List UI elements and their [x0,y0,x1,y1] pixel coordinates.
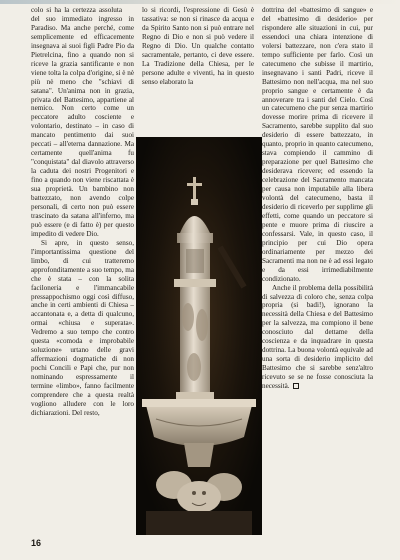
basin-rim [142,399,256,407]
paragraph: lo si ricordi, l'espressione di Gesù è tassativa: se non si rinasce da acqua e da Spirito Santo non si può entrare nel Regno di Dio e non si può vedere il Regno di Dio. Un qualche contatto sacramentale, pertanto, ci deve essere. La Tradizione della Chiesa, per le persone adulte e viventi, ha in questo senso elaborato la [142,6,254,86]
paragraph: dottrina del «battesimo di sangue» e del «battesimo di desiderio» per rispondere alle situazioni in cui, pur essendoci una chiara intenzione di volersi battezzare, non c'era stato il tempo sufficiente per farlo. Così un catecumeno che subisse il martirio, insegnavano i santi Padri, riceve il Battesimo non nell'acqua, ma nel suo proprio sangue e certamente è da annoverare tra i santi del Cielo. Così un catecumeno che pur senza martirio dovesse morire prima di ricevere il Sacramento, sarebbe supplito dal suo desiderio di essere battezzato, in quanto, proprio in quanto catecumeno, stava compiendo il cammino di preparazione per quel Battesimo che desiderava ricevere; ed essendo la celebrazione del Sacramento mancata per causa non imputabile alla libera volontà del catecumeno, basta il desiderio di riceverlo per supplirne gli effetti, come quando un peccatore si pente e muore prima di riuscire a confessarsi. Vale, in questo caso, il principio per cui Dio opera ordinariamente per mezzo dei Sacramenti ma non ne è ad essi legato e da essi irrimediabilmente condizionato. [262,6,373,283]
baptismal-font-photo [136,137,262,535]
font-cornice [177,233,213,243]
text-column-right [262,6,373,534]
baptismal-font-illustration [136,137,262,535]
paragraph: colo si ha la certezza assoluta del suo immediato ingresso in Paradiso. Ma anche perché, come semplicemente ed efficacemente insegnava ai suoi figli Padre Pio da Pietrelcina, fino a quando non si riceve la grazia santificante e non viene tolta la colpa d'origine, si è nè più nè meno che "schiavi di satana". Un'anima non in grazia, privata del Battesimo, appartiene al nemico. Non certo come un peccatore adulto cosciente e volontario, destinato – in caso di mancato pentimento dai suoi peccati – all'eterna dannazione. Ma certamente quell'anima fu "conquistata" dal diavolo attraverso la caduta dei nostri Progenitori e fino a quando non viene riscattata è sua proprietà. Un bambino non battezzato, non avendo colpe personali, di certo non può essere trascinato da satana all'inferno, ma può essere (e di fatto è) per questo impedito di vedere Dio. [31,6,134,238]
font-stem [184,443,214,467]
page-number: 16 [31,538,42,548]
text-column-middle [142,6,254,134]
paragraph [262,284,373,391]
paragraph: Si apre, in questo senso, l'importantissima questione del limbo, di cui tratteremo approfonditamente a suo tempo, ma che è stata – con la solita faciloneria e l'immancabile pressappochismo oggi così diffuso, anche in certi ambienti di Chiesa – accantonata e, a detta di qualcuno, ormai «chiusa e superata». Vedremo a suo tempo che contro questa «comoda e improbabile soluzione» urtano delle gravi affermazioni dogmatiche di non pochi Concili e Papi che, pur non nominando espressamente il termine «limbo», fanno facilmente comprendere che a questa realtà vogliono alludere con le loro dichiarazioni. Del resto, [31,238,134,417]
floor [146,511,252,535]
text-column-left [31,6,134,534]
paragraph-text: Anche il problema della possibilità di salvezza di coloro che, senza colpa propria (si badi!), ignorano la necessità della Chiesa e del Battesimo per la salvezza, ma compiono il bene conosciuto dal dettame della coscienza e da inquadrare in questa dottrina. La buona volontà equivale ad una sorta di desiderio implicito del Battesimo che si sarebbe senz'altro ricevuto se se ne fosse conosciuta la necessità. [262,283,373,391]
top-gradient-bar [0,0,400,4]
end-of-article-icon [293,383,299,389]
